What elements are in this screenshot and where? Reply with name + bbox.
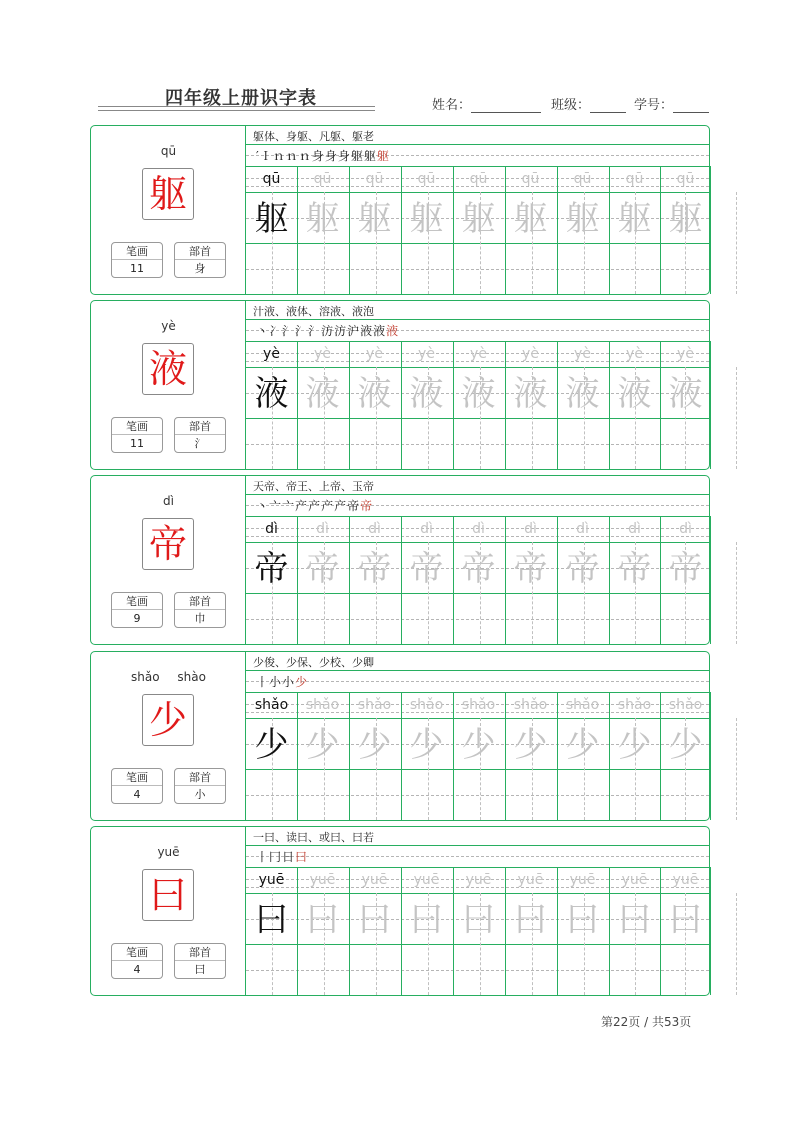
practice-cell[interactable] (505, 945, 556, 995)
stroke-count-badge (111, 242, 163, 278)
practice-cell[interactable] (557, 945, 608, 995)
stroke-order-step: ｎ (298, 149, 312, 163)
practice-cell[interactable] (609, 770, 660, 820)
stroke-order-step: 丶 (256, 324, 270, 338)
name-label: 姓名： (432, 98, 472, 113)
practice-cell[interactable] (401, 244, 452, 294)
row-divider (246, 867, 709, 868)
column-midline (736, 893, 737, 995)
class-blank[interactable] (590, 99, 626, 113)
stroke-order (256, 848, 308, 865)
practice-cell[interactable] (297, 945, 348, 995)
stroke-count-badge (111, 768, 163, 804)
tracing-pinyin: yè (677, 346, 694, 362)
character-card (90, 475, 710, 645)
tracing-character[interactable]: 液 (617, 373, 652, 414)
radical-badge (174, 943, 226, 979)
name-field[interactable] (432, 94, 541, 113)
stroke-count-value: 4 (133, 963, 141, 976)
practice-panel (246, 652, 709, 820)
tracing-character[interactable]: 少 (513, 724, 548, 765)
model-character-box (142, 343, 194, 395)
stroke-order-step: 冫 (269, 324, 283, 338)
stroke-order-step: 躯 (350, 149, 364, 163)
practice-cell[interactable] (349, 244, 400, 294)
tracing-pinyin: dì (628, 521, 641, 537)
tracing-character[interactable]: 曰 (409, 899, 444, 940)
tracing-character[interactable]: 液 (513, 373, 548, 414)
tracing-character[interactable]: 躯 (357, 198, 392, 239)
stroke-count-label: 笔画 (112, 418, 162, 435)
pinyin-heading: shǎo shào (131, 670, 206, 684)
radical-badge (174, 768, 226, 804)
stroke-count-badge (111, 943, 163, 979)
practice-cell[interactable] (660, 945, 711, 995)
model-character: 躯 (148, 172, 187, 216)
practice-cell[interactable] (453, 770, 504, 820)
row-divider (246, 319, 709, 320)
tracing-pinyin: yè (626, 346, 643, 362)
model-character-box (142, 168, 194, 220)
stroke-order-step: 氵 (295, 324, 309, 338)
practice-cell[interactable] (453, 244, 504, 294)
character-card (90, 125, 710, 295)
tracing-pinyin: dì (316, 521, 329, 537)
radical-label: 部首 (175, 243, 225, 260)
pinyin-heading: qū (160, 144, 177, 158)
model-writing-character: 曰 (254, 899, 289, 940)
stroke-order-step: 帝 (347, 499, 361, 513)
practice-cell[interactable] (453, 945, 504, 995)
example-words: 汁液、液体、溶液、液泡 (253, 305, 374, 318)
practice-cell[interactable] (453, 594, 504, 644)
practice-cell[interactable] (349, 419, 400, 469)
tracing-pinyin: dì (265, 521, 278, 537)
model-character-box (142, 869, 194, 921)
tracing-pinyin: shǎo (357, 697, 392, 713)
radical-value: 巾 (194, 612, 206, 625)
tracing-character[interactable]: 帝 (461, 548, 496, 589)
tracing-character[interactable]: 曰 (305, 899, 340, 940)
row-divider (246, 494, 709, 495)
stroke-order-step: 亠 (282, 499, 296, 513)
stroke-order-step: 沪 (347, 324, 361, 338)
practice-cell[interactable] (297, 594, 348, 644)
tracing-pinyin: yuē (361, 872, 388, 888)
tracing-character[interactable]: 帝 (565, 548, 600, 589)
column-midline (736, 367, 737, 469)
radical-badge (174, 592, 226, 628)
row-divider (246, 516, 709, 517)
card-info-panel (91, 126, 246, 294)
practice-cell[interactable] (557, 244, 608, 294)
card-info-panel (91, 301, 246, 469)
tracing-character[interactable]: 液 (565, 373, 600, 414)
radical-label: 部首 (175, 769, 225, 786)
page-number: 第22页 / 共53页 (601, 1015, 692, 1029)
stroke-order-step: 亠 (269, 499, 283, 513)
tracing-pinyin: yuē (517, 872, 544, 888)
tracing-character[interactable]: 少 (668, 724, 703, 765)
tracing-character[interactable]: 帝 (305, 548, 340, 589)
tracing-pinyin: yè (366, 346, 383, 362)
practice-cell[interactable] (297, 419, 348, 469)
tracing-character[interactable]: 躯 (461, 198, 496, 239)
character-card (90, 300, 710, 470)
tracing-character[interactable]: 少 (409, 724, 444, 765)
practice-cell[interactable] (297, 770, 348, 820)
tracing-pinyin: dì (472, 521, 485, 537)
stroke-order (256, 322, 399, 339)
card-info-panel (91, 476, 246, 644)
model-character: 曰 (148, 873, 187, 917)
stroke-order-step: 日 (282, 850, 296, 864)
stroke-count-value: 11 (130, 262, 144, 275)
stroke-order-step: 身 (337, 149, 351, 163)
radical-value: 身 (194, 262, 206, 275)
tracing-pinyin: dì (576, 521, 589, 537)
model-character-box (142, 694, 194, 746)
tracing-character[interactable]: 躯 (409, 198, 444, 239)
tracing-character[interactable]: 曰 (668, 899, 703, 940)
tracing-pinyin: dì (368, 521, 381, 537)
stroke-order-step: 丨 (256, 850, 270, 864)
model-character: 液 (148, 347, 187, 391)
title-underline (98, 106, 375, 107)
stroke-order-step: 丨 (256, 675, 270, 689)
tracing-pinyin: yè (470, 346, 487, 362)
model-character: 帝 (148, 522, 187, 566)
tracing-character[interactable]: 躯 (617, 198, 652, 239)
model-writing-character: 少 (254, 724, 289, 765)
stroke-order-step: 身 (324, 149, 338, 163)
tracing-character[interactable]: 躯 (565, 198, 600, 239)
tracing-character[interactable]: 液 (668, 373, 703, 414)
stroke-order-step: 氵 (282, 324, 296, 338)
stroke-order-step: 产 (308, 499, 322, 513)
pinyin-heading: yuē (157, 845, 180, 859)
tracing-character[interactable]: 液 (357, 373, 392, 414)
practice-cell[interactable] (246, 594, 297, 644)
stroke-order-guide (246, 856, 709, 857)
stroke-order-step: 冂 (269, 850, 283, 864)
column-midline (736, 192, 737, 294)
radical-badge (174, 242, 226, 278)
practice-cell[interactable] (557, 770, 608, 820)
tracing-pinyin: qū (313, 171, 332, 187)
practice-cell[interactable] (660, 594, 711, 644)
stroke-order-step: 躯 (363, 149, 377, 163)
practice-panel (246, 126, 709, 294)
stroke-order-step: ′ (256, 149, 260, 163)
example-words: 一曰、读曰、或曰、曰若 (253, 831, 374, 844)
stroke-order-step: 液 (386, 324, 400, 338)
practice-panel (246, 301, 709, 469)
practice-cell[interactable] (246, 244, 297, 294)
stroke-order-step: 小 (269, 675, 283, 689)
stroke-order (256, 497, 373, 514)
row-divider (246, 166, 709, 167)
tracing-pinyin: qū (676, 171, 695, 187)
model-writing-character: 液 (254, 373, 289, 414)
practice-cell[interactable] (505, 770, 556, 820)
example-words: 少俊、少保、少校、少卿 (253, 656, 374, 669)
radical-badge (174, 417, 226, 453)
stroke-order-step: 液 (373, 324, 387, 338)
stroke-order-step: 帝 (360, 499, 374, 513)
row-divider (246, 341, 709, 342)
tracing-character[interactable]: 曰 (461, 899, 496, 940)
id-field[interactable] (634, 94, 709, 113)
tracing-pinyin: shǎo (305, 697, 340, 713)
practice-cell[interactable] (453, 419, 504, 469)
stroke-count-value: 9 (133, 612, 141, 625)
row-divider (246, 692, 709, 693)
tracing-pinyin: qū (521, 171, 540, 187)
practice-panel (246, 827, 709, 995)
practice-cell[interactable] (246, 945, 297, 995)
stroke-order-step: 氵 (308, 324, 322, 338)
stroke-count-label: 笔画 (112, 944, 162, 961)
stroke-count-label: 笔画 (112, 593, 162, 610)
stroke-count-label: 笔画 (112, 243, 162, 260)
tracing-pinyin: shǎo (617, 697, 652, 713)
example-words: 躯体、身躯、凡躯、躯老 (253, 130, 374, 143)
radical-label: 部首 (175, 418, 225, 435)
example-words: 天帝、帝王、上帝、玉帝 (253, 480, 374, 493)
practice-cell[interactable] (246, 770, 297, 820)
card-info-panel (91, 827, 246, 995)
practice-cell[interactable] (505, 244, 556, 294)
stroke-count-badge (111, 592, 163, 628)
practice-cell[interactable] (401, 770, 452, 820)
stroke-count-value: 4 (133, 788, 141, 801)
stroke-count-badge (111, 417, 163, 453)
radical-label: 部首 (175, 593, 225, 610)
radical-value: 曰 (194, 963, 206, 976)
practice-cell[interactable] (609, 945, 660, 995)
tracing-pinyin: qū (417, 171, 436, 187)
tracing-pinyin: yè (263, 346, 280, 362)
row-divider (246, 845, 709, 846)
tracing-pinyin: qū (469, 171, 488, 187)
stroke-order-step: 身 (311, 149, 325, 163)
tracing-pinyin: qū (262, 171, 281, 187)
tracing-character[interactable]: 曰 (357, 899, 392, 940)
character-card (90, 826, 710, 996)
name-blank[interactable] (471, 99, 541, 113)
tracing-character[interactable]: 帝 (668, 548, 703, 589)
practice-cell[interactable] (401, 945, 452, 995)
card-info-panel (91, 652, 246, 820)
practice-cell[interactable] (349, 770, 400, 820)
tracing-character[interactable]: 曰 (617, 899, 652, 940)
practice-cell[interactable] (297, 244, 348, 294)
stroke-order (256, 673, 308, 690)
tracing-pinyin: yuē (621, 872, 648, 888)
tracing-character[interactable]: 躯 (668, 198, 703, 239)
practice-cell[interactable] (349, 594, 400, 644)
stroke-order (256, 147, 390, 164)
practice-cell[interactable] (609, 244, 660, 294)
pinyin-heading: yè (161, 319, 176, 333)
tracing-pinyin: yè (522, 346, 539, 362)
stroke-order-step: 少 (295, 675, 309, 689)
stroke-order-step: ｎ (285, 149, 299, 163)
tracing-pinyin: dì (679, 521, 692, 537)
practice-cell[interactable] (557, 419, 608, 469)
practice-cell[interactable] (246, 419, 297, 469)
stroke-order-step: 产 (321, 499, 335, 513)
practice-cell[interactable] (505, 594, 556, 644)
stroke-order-guide (246, 681, 709, 682)
tracing-pinyin: yè (574, 346, 591, 362)
tracing-pinyin: dì (420, 521, 433, 537)
radical-value: 小 (194, 788, 206, 801)
tracing-character[interactable]: 少 (357, 724, 392, 765)
radical-value: 氵 (194, 437, 206, 450)
tracing-character[interactable]: 帝 (409, 548, 444, 589)
tracing-character[interactable]: 躯 (513, 198, 548, 239)
tracing-character[interactable]: 少 (461, 724, 496, 765)
practice-cell[interactable] (660, 419, 711, 469)
tracing-pinyin: yuē (413, 872, 440, 888)
tracing-character[interactable]: 曰 (513, 899, 548, 940)
tracing-pinyin: yè (314, 346, 331, 362)
column-midline (736, 718, 737, 820)
practice-cell[interactable] (349, 945, 400, 995)
tracing-pinyin: shǎo (565, 697, 600, 713)
practice-cell[interactable] (660, 770, 711, 820)
stroke-count-value: 11 (130, 437, 144, 450)
page-title: 四年级上册识字表 (165, 88, 317, 109)
id-blank[interactable] (673, 99, 709, 113)
tracing-pinyin: qū (365, 171, 384, 187)
tracing-pinyin: qū (573, 171, 592, 187)
tracing-pinyin: shǎo (513, 697, 548, 713)
column-midline (736, 542, 737, 644)
model-character: 少 (148, 698, 187, 742)
tracing-pinyin: shǎo (409, 697, 444, 713)
tracing-character[interactable]: 帝 (357, 548, 392, 589)
stroke-order-step: Ｉ (259, 149, 273, 163)
class-label: 班级： (551, 98, 591, 113)
stroke-order-step: 汸 (334, 324, 348, 338)
tracing-pinyin: dì (524, 521, 537, 537)
stroke-order-step: 产 (334, 499, 348, 513)
tracing-pinyin: yuē (309, 872, 336, 888)
practice-cell[interactable] (401, 419, 452, 469)
tracing-pinyin: yuē (569, 872, 596, 888)
tracing-pinyin: shǎo (461, 697, 496, 713)
stroke-order-step: 丶 (256, 499, 270, 513)
tracing-pinyin: qū (625, 171, 644, 187)
tracing-character[interactable]: 少 (617, 724, 652, 765)
stroke-order-step: 躯 (376, 149, 390, 163)
stroke-order-step: 产 (295, 499, 309, 513)
model-writing-character: 帝 (254, 548, 289, 589)
practice-cell[interactable] (401, 594, 452, 644)
stroke-order-step: 曰 (295, 850, 309, 864)
title-underline-2 (98, 110, 375, 111)
tracing-character[interactable]: 少 (565, 724, 600, 765)
model-writing-character: 躯 (254, 198, 289, 239)
practice-cell[interactable] (609, 419, 660, 469)
stroke-order-step: 汸 (321, 324, 335, 338)
radical-label: 部首 (175, 944, 225, 961)
tracing-character[interactable]: 液 (409, 373, 444, 414)
character-card (90, 651, 710, 821)
tracing-character[interactable]: 少 (305, 724, 340, 765)
practice-cell[interactable] (609, 594, 660, 644)
class-field[interactable] (551, 94, 626, 113)
practice-cell[interactable] (557, 594, 608, 644)
tracing-character[interactable]: 躯 (305, 198, 340, 239)
stroke-order-step: 液 (360, 324, 374, 338)
tracing-pinyin: yuē (672, 872, 699, 888)
tracing-pinyin: yè (418, 346, 435, 362)
stroke-order-step: 小 (282, 675, 296, 689)
stroke-count-label: 笔画 (112, 769, 162, 786)
tracing-character[interactable]: 帝 (513, 548, 548, 589)
tracing-pinyin: shǎo (668, 697, 703, 713)
tracing-character[interactable]: 帝 (617, 548, 652, 589)
practice-cell[interactable] (505, 419, 556, 469)
model-character-box (142, 518, 194, 570)
tracing-pinyin: yuē (258, 872, 285, 888)
tracing-character[interactable]: 液 (305, 373, 340, 414)
tracing-pinyin: yuē (465, 872, 492, 888)
pinyin-heading: dì (163, 494, 174, 508)
practice-panel (246, 476, 709, 644)
row-divider (246, 670, 709, 671)
tracing-pinyin: shǎo (254, 697, 289, 713)
tracing-character[interactable]: 曰 (565, 899, 600, 940)
id-label: 学号： (634, 98, 674, 113)
tracing-character[interactable]: 液 (461, 373, 496, 414)
practice-cell[interactable] (660, 244, 711, 294)
row-divider (246, 144, 709, 145)
stroke-order-step: ｎ (272, 149, 286, 163)
